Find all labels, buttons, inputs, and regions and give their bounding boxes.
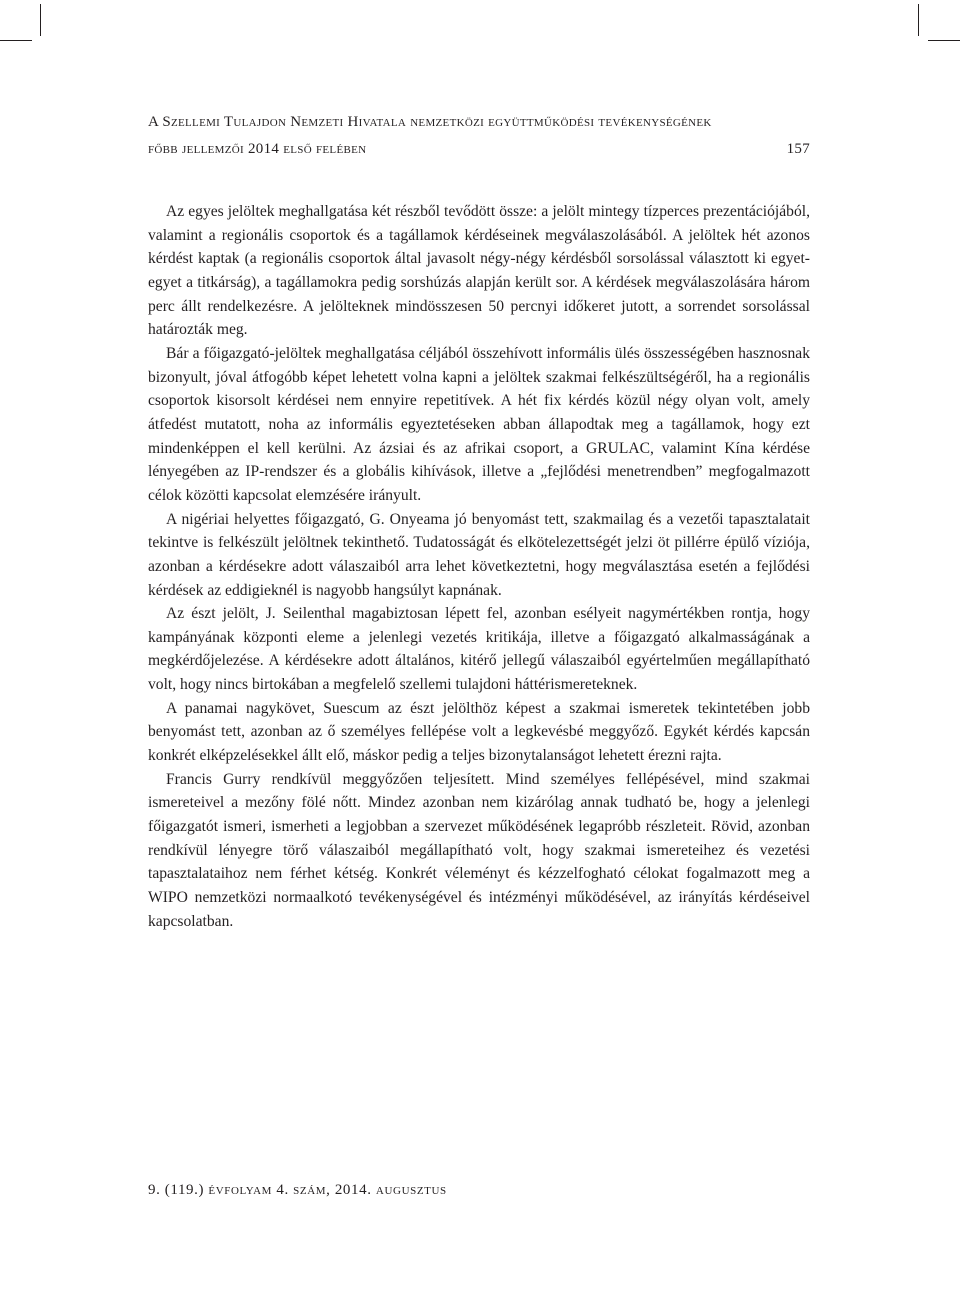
paragraph: Az egyes jelöltek meghallgatása két részből tevődött össze: a jelölt mintegy tízperces prezentációjából, valamint a regionális csoportok és a tagállamok kérdéseinek megválaszolásából. A jelöltek hét azonos kérdést kaptak (a regionális csoportok által javasolt négy-négy kérdésből sorsolással választott ki egyet-egyet a titkárság), a tagállamokra pedig sorshúzás alapján került sor. A kérdések megválaszolására három perc állt rendelkezésre. A jelölteknek mindösszesen 50 percnyi időkeret jutott, a sorrendet sorsolással határozták meg. — [148, 203, 810, 339]
running-footer: 9. (119.) évfolyam 4. szám, 2014. augusztus — [148, 1182, 447, 1198]
article-body — [148, 200, 810, 933]
header-title-line2: főbb jellemzői 2014 első felében — [148, 141, 367, 157]
paragraph: A nigériai helyettes főigazgató, G. Onyeama jó benyomást tett, szakmailag és a vezetői tapasztalatait tekintve is felkészült jelöltnek tekinthető. Tudatosságát és elkötelezettségét jelzi öt pillérre épülő víziója, azonban a kérdésekre adott válaszaiból arra lehet következtetni, hogy megválasztása esetén a fejlődési kérdések az eddigieknél is nagyobb hangsúlyt kapnának. — [148, 510, 810, 599]
paragraph: Az észt jelölt, J. Seilenthal magabiztosan lépett fel, azonban esélyeit nagymértékben rontja, hogy kampányának központi eleme a jelenlegi vezetés kritikája, illetve a főigazgató alkalmasságának a megkérdőjelezése. A kérdésekre adott általános, kitérő jellegű válaszaiból egyértelműen megállapítható volt, hogy nincs birtokában a megfelelő szellemi tulajdoni háttérismereteknek. — [148, 605, 810, 694]
paragraph: Bár a főigazgató-jelöltek meghallgatása céljából összehívott informális ülés összességében hasznosnak bizonyult, jóval átfogóbb képet lehetett volna kapni a jelöltek szakmai felkészültségéről, ha a regionális csoportok kisorsolt kérdései nem ennyire repetitívek. A hét fix kérdés közül négy olyan volt, amely átfedést mutatott, noha az informális egyeztetéseken abban állapodtak meg a tagállamok, hogy ezt mindenképpen el kell kerülni. Az ázsiai és az afrikai csoport, a GRULAC, valamint Kína kérdése lényegében az IP-rendszer és a globális kihívások, illetve a „fejlődési menetrendben” megfogalmazott célok közötti kapcsolat elemzésére irányult. — [148, 344, 810, 504]
crop-mark — [918, 4, 919, 36]
header-title-line1: A Szellemi Tulajdon Nemzeti Hivatala nemzetközi együttműködési tevékenységének — [148, 114, 712, 130]
paragraph: A panamai nagykövet, Suescum az észt jelölthöz képest a szakmai ismeretek tekintetében jobb benyomást tett, azonban az ő személyes fellépése volt a legkevésbé meggyőző. Egykét kérdés kapcsán konkrét elképzelésekkel állt elő, máskor pedig a teljes bizonytalanságot lehetett érezni rajta. — [148, 699, 810, 765]
page-number: 157 — [786, 141, 810, 157]
crop-mark — [40, 4, 41, 36]
paragraph: Francis Gurry rendkívül meggyőzően teljesített. Mind személyes fellépésével, mind szakmai ismereteivel a mezőny fölé nőtt. Mindez azonban nem kizárólag annak tudható be, hogy a jelenlegi főigazgatót ismeri, ismerheti a legjobban a szervezet működésének legapróbb részleteit. Rövid, azonban rendkívül lényegre törő válaszaiból megállapítható volt, hogy szakmai ismereteihez és vezetési tapasztalataihoz nem férhet kétség. Konkrét véleményt és kézzelfogható célokat fogalmazott meg a WIPO nemzetközi normaalkotó tevékenységével és intézményi működésével, az irányítás kérdéseivel kapcsolatban. — [148, 770, 810, 930]
crop-mark — [928, 40, 960, 41]
running-header — [148, 109, 810, 163]
crop-mark — [0, 40, 32, 41]
